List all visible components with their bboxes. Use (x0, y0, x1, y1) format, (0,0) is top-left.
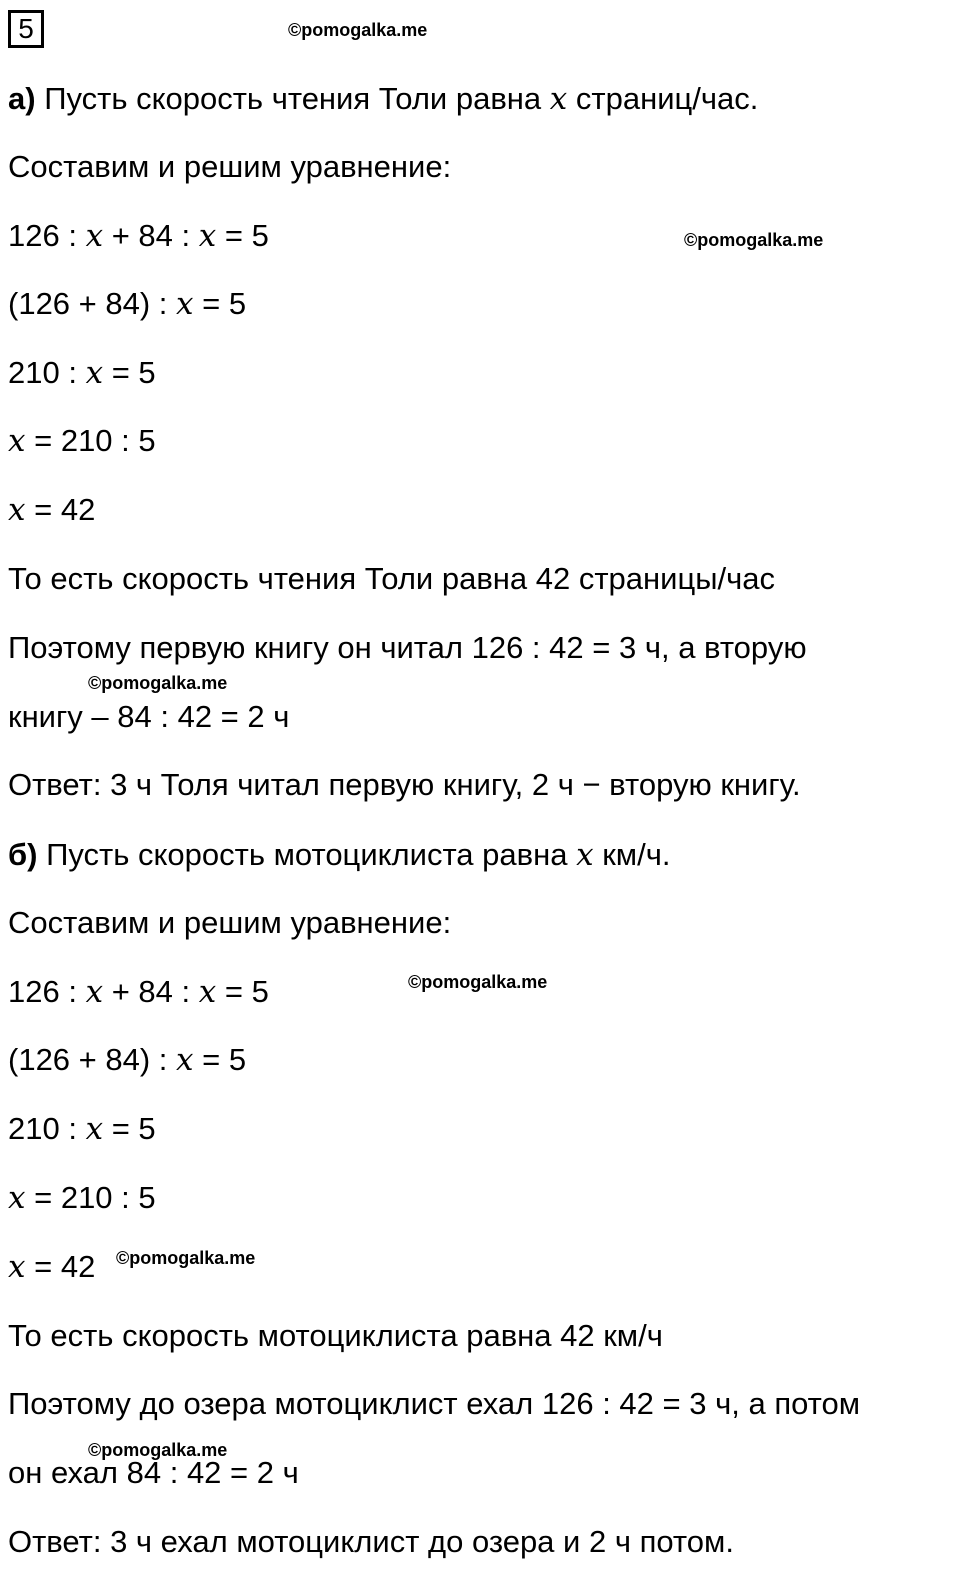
part-a-therefore-2: книгу – 84 : 42 = 2 ч (8, 699, 290, 734)
part-a-result: То есть скорость чтения Толи равна 42 страницы/час (8, 561, 776, 596)
part-b-equation-2 (8, 1042, 246, 1078)
variable-x: x (549, 81, 568, 117)
variable-x: x (176, 286, 194, 322)
part-a-intro-unit: страниц/час. (575, 81, 759, 116)
variable-x: x (176, 1042, 194, 1078)
watermark: ©pomogalka.me (408, 972, 548, 992)
eq-part: = 42 (34, 492, 96, 527)
eq-part: = 5 (202, 1042, 247, 1077)
part-a-equation-3 (8, 355, 156, 391)
part-a-equation-4 (8, 423, 156, 459)
part-b-equation-1 (8, 974, 269, 1010)
eq-part: 126 : (8, 218, 77, 253)
part-a-therefore-1: Поэтому первую книгу он читал 126 : 42 = 3 ч, а вторую (8, 630, 807, 665)
eq-part: 210 : (8, 1111, 77, 1146)
eq-part: = 5 (224, 974, 269, 1009)
part-b-label: б) (8, 837, 38, 872)
watermark: ©pomogalka.me (88, 1440, 228, 1460)
eq-part: 126 : (8, 974, 77, 1009)
eq-part: = 5 (202, 286, 247, 321)
part-b-intro-text: Пусть скорость мотоциклиста равна (46, 837, 568, 872)
part-b-answer: Ответ: 3 ч ехал мотоциклист до озера и 2 ч потом. (8, 1524, 734, 1559)
eq-part: (126 + 84) : (8, 286, 168, 321)
eq-part: 210 : (8, 355, 77, 390)
eq-part: = 5 (111, 1111, 156, 1146)
watermark: ©pomogalka.me (88, 673, 228, 693)
variable-x: x (8, 1180, 26, 1216)
eq-part: + 84 : (111, 974, 191, 1009)
part-a-equation-1 (8, 218, 269, 254)
part-b-result: То есть скорость мотоциклиста равна 42 км/ч (8, 1318, 663, 1353)
variable-x: x (8, 1249, 26, 1285)
part-a-label: а) (8, 81, 36, 116)
part-a-setup: Составим и решим уравнение: (8, 149, 452, 184)
part-a-answer: Ответ: 3 ч Толя читал первую книгу, 2 ч − вторую книгу. (8, 767, 801, 802)
part-a-equation-5 (8, 492, 95, 528)
eq-part: = 210 : 5 (34, 1180, 156, 1215)
variable-x: x (85, 1111, 104, 1147)
watermark: ©pomogalka.me (684, 230, 824, 250)
part-b-equation-5 (8, 1249, 95, 1285)
variable-x: x (576, 837, 594, 873)
part-a-intro (8, 81, 758, 117)
eq-part: = 5 (224, 218, 269, 253)
eq-part: = 42 (34, 1249, 96, 1284)
variable-x: x (8, 492, 26, 528)
variable-x: x (85, 218, 104, 254)
variable-x: x (8, 423, 26, 459)
part-a-equation-2 (8, 286, 246, 322)
eq-part: = 210 : 5 (34, 423, 156, 458)
part-b-therefore-2: он ехал 84 : 42 = 2 ч (8, 1455, 299, 1490)
part-a-intro-text: Пусть скорость чтения Толи равна (44, 81, 542, 116)
variable-x: x (85, 355, 104, 391)
eq-part: = 5 (111, 355, 156, 390)
variable-x: x (198, 974, 217, 1010)
part-b-equation-3 (8, 1111, 156, 1147)
variable-x: x (85, 974, 104, 1010)
part-b-intro (8, 837, 670, 873)
problem-number: 5 (8, 10, 44, 48)
part-b-setup: Составим и решим уравнение: (8, 905, 452, 940)
eq-part: (126 + 84) : (8, 1042, 168, 1077)
part-b-equation-4 (8, 1180, 156, 1216)
watermark: ©pomogalka.me (116, 1248, 256, 1268)
part-b-therefore-1: Поэтому до озера мотоциклист ехал 126 : 42 = 3 ч, а потом (8, 1386, 861, 1421)
part-b-intro-unit: км/ч. (602, 837, 671, 872)
watermark: ©pomogalka.me (288, 20, 428, 40)
variable-x: x (198, 218, 217, 254)
eq-part: + 84 : (111, 218, 191, 253)
